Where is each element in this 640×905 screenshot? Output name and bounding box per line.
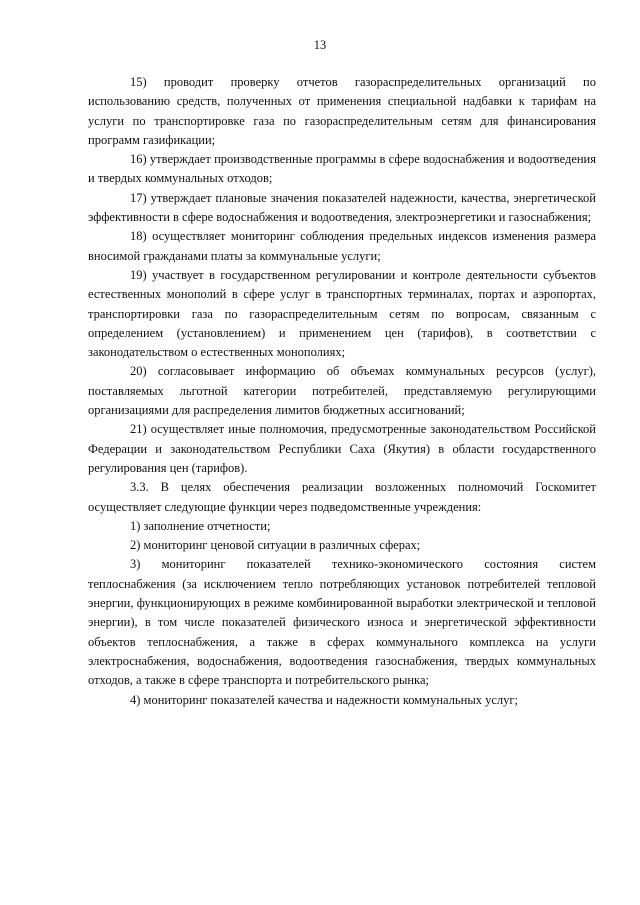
page-number: 13 <box>313 38 327 52</box>
paragraph-item-18: 18) осуществляет мониторинг соблюдения предельных индексов изменения размера вносимой гражданами платы за коммунальные услуги; <box>88 229 596 263</box>
function-item-1: 1) заполнение отчетности; <box>130 518 271 533</box>
paragraph-item-20: 20) согласовывает информацию об объемах коммунальных ресурсов (услуг), поставляемых льготной категории потребителей, представляемую регулирующими организациями для распределения лимитов бюджетных ассигнований; <box>88 364 596 418</box>
function-item-2: 2) мониторинг ценовой ситуации в различных сферах; <box>130 538 421 553</box>
document-body <box>88 73 596 710</box>
section-3-3-intro: 3.3. В целях обеспечения реализации возложенных полномочий Госкомитет осуществляет следующие функции через подведомственные учреждения: <box>88 480 596 514</box>
paragraph-item-17: 17) утверждает плановые значения показателей надежности, качества, энергетической эффективности в сфере водоснабжения и водоотведения, электроэнергетики и газоснабжения; <box>88 190 596 225</box>
function-item-4: 4) мониторинг показателей качества и надежности коммунальных услуг; <box>130 692 518 707</box>
paragraph-item-16: 16) утверждает производственные программы в сфере водоснабжения и водоотведения и твердых коммунальных отходов; <box>88 152 596 186</box>
function-item-3: 3) мониторинг показателей технико-экономического состояния систем теплоснабжения (за исключением тепло потребляющих установок потребителей тепловой энергии, функционирующих в режиме комбинированной выработки электрической и тепловой энергии), в том числе показателей физического износа и энергетической эффективности объектов теплоснабжения, а также в сферах коммунального комплекса на услуги электроснабжения, водоснабжения, водоотведения газоснабжения, твердых коммунальных отходов, а также в сфере транспорта и потребительского рынка; <box>88 557 596 688</box>
paragraph-item-21: 21) осуществляет иные полномочия, предусмотренные законодательством Российской Федерации и законодательством Республики Саха (Якутия) в области государственного регулирования цен (тарифов). <box>88 422 596 475</box>
paragraph-item-15: 15) проводит проверку отчетов газораспределительных организаций по использованию средств, полученных от применения специальной надбавки к тарифам на услуги по транспортировке газа по газораспределительным сетям для финансирования программ газификации; <box>88 75 596 147</box>
paragraph-item-19: 19) участвует в государственном регулировании и контроле деятельности субъектов естественных монополий в сфере услуг в транспортных терминалах, портах и аэропортах, транспортировки газа по газораспределительным сетям по вопросам, связанным с определением (установлением) и применением цен (тарифов), в соответствии с законодательством о естественных монополиях; <box>88 267 596 360</box>
